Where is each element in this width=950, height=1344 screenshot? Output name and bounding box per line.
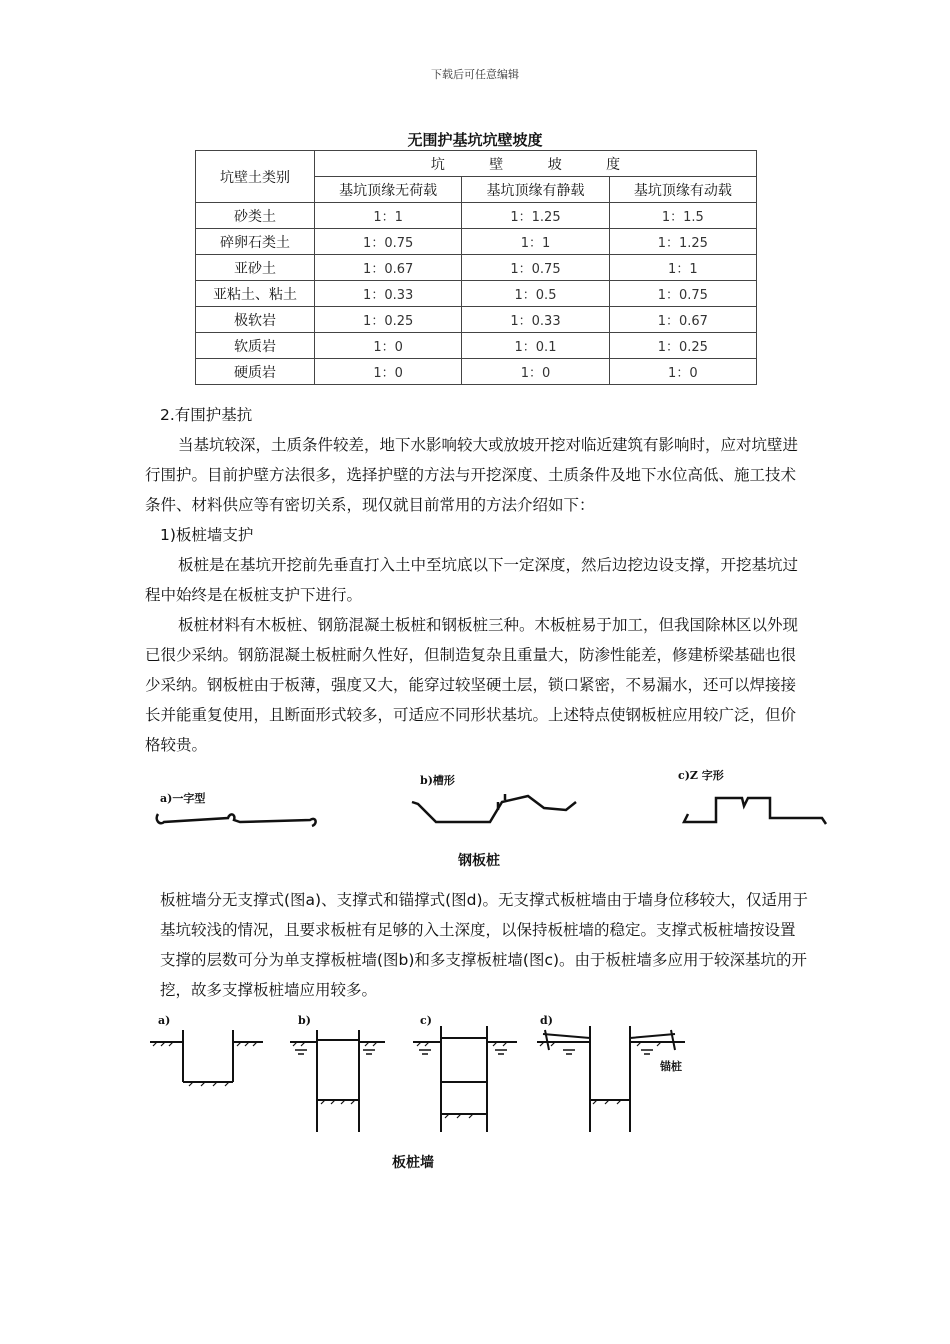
fig-label-flat: a)一字型 [160, 792, 206, 805]
value-cell: 1：1.5 [609, 203, 756, 229]
value-cell: 1：1 [462, 229, 609, 255]
soil-cell: 碎卵石类土 [196, 229, 315, 255]
value-cell: 1：0.75 [462, 255, 609, 281]
value-cell: 1：1 [315, 203, 462, 229]
value-cell: 1：0 [315, 333, 462, 359]
anchor-pile-label: 锚桩 [660, 1060, 682, 1073]
soil-cell: 亚砂土 [196, 255, 315, 281]
soil-cell: 硬质岩 [196, 359, 315, 385]
figure-caption: 板桩墙 [392, 1155, 434, 1171]
trough-pile-shape [412, 796, 576, 822]
paragraph: 板桩是在基坑开挖前先垂直打入土中至坑底以下一定深度，然后边挖边设支撑，开挖基坑过程中始终是在板桩支护下进行。 [145, 556, 799, 604]
col-header: 基坑顶缘有静载 [462, 177, 609, 203]
soil-cell: 软质岩 [196, 333, 315, 359]
sheet-pile-wall-figure [145, 1020, 705, 1140]
table-header-row [196, 151, 757, 177]
steel-sheet-pile-figure [150, 780, 840, 830]
col-header: 基坑顶缘有动载 [609, 177, 756, 203]
soil-cell: 砂类土 [196, 203, 315, 229]
col-header: 基坑顶缘无荷载 [315, 177, 462, 203]
wall-type-b [290, 1030, 385, 1132]
value-cell: 1：0.25 [609, 333, 756, 359]
table-row [196, 203, 757, 229]
flat-pile-shape [157, 814, 316, 826]
fig-label-b: b) [298, 1014, 311, 1027]
z-pile-shape [684, 798, 826, 824]
table-row [196, 359, 757, 385]
table-row [196, 333, 757, 359]
value-cell: 1：1 [609, 255, 756, 281]
table-row [196, 255, 757, 281]
fig-label-c: c) [420, 1014, 432, 1027]
col-header-soil: 坑壁土类别 [196, 151, 315, 203]
value-cell: 1：0 [462, 359, 609, 385]
fig-label-d: d) [540, 1014, 553, 1027]
wall-type-d [537, 1026, 685, 1132]
paragraph: 板桩墙分无支撑式(图a)、支撑式和锚撑式(图d)。无支撑式板桩墙由于墙身位移较大，仅适用于基坑较浅的情况，且要求板桩有足够的入土深度，以保持板桩墙的稳定。支撑式板桩墙按设置支撑的层数可分为单支撑板桩墙(图b)和多支撑板桩墙(图c)。由于板桩墙多应用于较深基坑的开挖，故多支撑板桩墙应用较多。 [160, 891, 809, 999]
table-title: 无围护基坑坑壁坡度 [407, 131, 543, 149]
fig-label-a: a) [158, 1014, 171, 1027]
page-header: 下载后可任意编辑 [431, 68, 519, 81]
fig-label-z: c)Z 字形 [678, 769, 724, 782]
value-cell: 1：0.75 [315, 229, 462, 255]
soil-cell: 极软岩 [196, 307, 315, 333]
value-cell: 1：0.67 [315, 255, 462, 281]
table-row [196, 307, 757, 333]
value-cell: 1：1.25 [609, 229, 756, 255]
value-cell: 1：0.5 [462, 281, 609, 307]
wall-type-a [150, 1030, 263, 1086]
soil-cell: 亚粘土、粘土 [196, 281, 315, 307]
fig-label-trough: b)槽形 [420, 774, 455, 787]
value-cell: 1：0.1 [462, 333, 609, 359]
value-cell: 1：1.25 [462, 203, 609, 229]
subsection-heading: 1)板桩墙支护 [160, 526, 254, 544]
table-row [196, 229, 757, 255]
section-heading: 2.有围护基抗 [160, 406, 253, 424]
value-cell: 1：0.33 [462, 307, 609, 333]
paragraph: 当基坑较深，土质条件较差，地下水影响较大或放坡开挖对临近建筑有影响时，应对坑壁进行围护。目前护壁方法很多，选择护壁的方法与开挖深度、土质条件及地下水位高低、施工技术条件、材料供应等有密切关系，现仅就目前常用的方法介绍如下： [145, 436, 799, 514]
paragraph: 板桩材料有木板桩、钢筋混凝土板桩和钢板桩三种。木板桩易于加工，但我国除林区以外现已很少采纳。钢筋混凝土板桩耐久性好，但制造复杂且重量大，防渗性能差，修建桥梁基础也很少采纳。钢板桩由于板薄，强度又大，能穿过较坚硬土层，锁口紧密，不易漏水，还可以焊接接长并能重复使用，且断面形式较多，可适应不同形状基坑。上述特点使钢板桩应用较广泛，但价格较贵。 [145, 616, 799, 754]
value-cell: 1：0 [315, 359, 462, 385]
col-group-header: 坑 壁 坡 度 [315, 151, 757, 177]
value-cell: 1：0 [609, 359, 756, 385]
table-row [196, 281, 757, 307]
slope-table [195, 150, 757, 385]
figure-caption: 钢板桩 [458, 853, 500, 869]
value-cell: 1：0.67 [609, 307, 756, 333]
value-cell: 1：0.33 [315, 281, 462, 307]
value-cell: 1：0.75 [609, 281, 756, 307]
value-cell: 1：0.25 [315, 307, 462, 333]
wall-type-c [413, 1026, 517, 1132]
